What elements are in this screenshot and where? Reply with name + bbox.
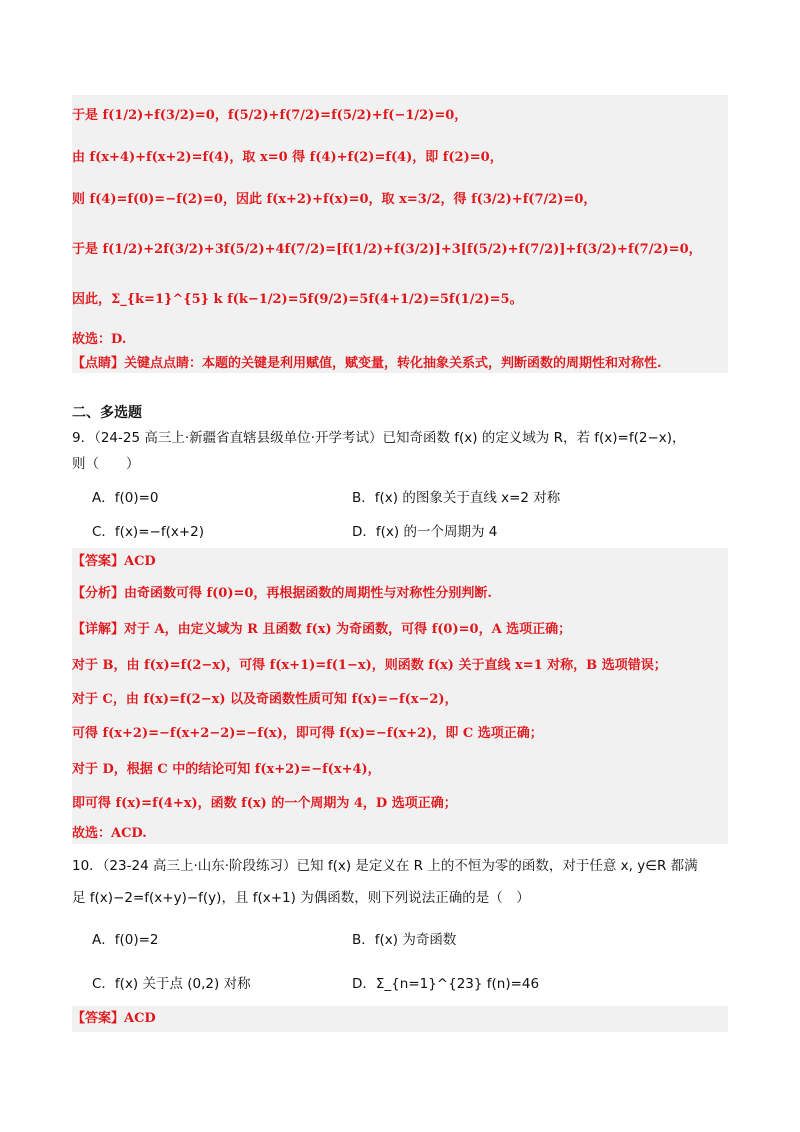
q10-option-d: D．Σ_{n=1}^{23} f(n)=46: [352, 976, 540, 992]
q9-detail-line: 对于 D，根据 C 中的结论可知 f(x+2)=−f(x+4)，: [72, 762, 381, 777]
q10-option-a: A．f(0)=2: [92, 932, 159, 948]
solution-line: 故选：D.: [72, 332, 127, 347]
solution-line: 于是 f(1/2)+2f(3/2)+3f(5/2)+4f(7/2)=[f(1/2)+f(3/2)]+3[f(5/2)+f(7/2)]+f(3/2)+f(7/2)=0，: [72, 242, 702, 257]
solution-line: 于是 f(1/2)+f(3/2)=0，f(5/2)+f(7/2)=f(5/2)+f(−1/2)=0，: [72, 108, 468, 123]
solution-line: 则 f(4)=f(0)=−f(2)=0，因此 f(x+2)+f(x)=0，取 x=3/2，得 f(3/2)+f(7/2)=0，: [72, 192, 597, 207]
q9-detail-line: 即可得 f(x)=f(4+x)，函数 f(x) 的一个周期为 4，D 选项正确；: [72, 796, 457, 811]
q9-option-b: B．f(x) 的图象关于直线 x=2 对称: [352, 490, 561, 506]
solution-line: 由 f(x+4)+f(x+2)=f(4)，取 x=0 得 f(4)+f(2)=f(4)，即 f(2)=0，: [72, 150, 503, 165]
q9-detail-line: 对于 B，由 f(x)=f(2−x)，可得 f(x+1)=f(1−x)，则函数 f(x) 关于直线 x=1 对称，B 选项错误；: [72, 658, 667, 673]
solution-shade-top: [72, 95, 728, 373]
q9-option-a: A．f(0)=0: [92, 490, 159, 506]
question-9-stem: 9．（24-25 高三上·新疆省直辖县级单位·开学考试）已知奇函数 f(x) 的定义域为 R，若 f(x)=f(2−x)，: [72, 430, 686, 446]
q10-option-c: C．f(x) 关于点 (0,2) 对称: [92, 976, 251, 992]
q9-detail-line: 【详解】对于 A，由定义域为 R 且函数 f(x) 为奇函数，可得 f(0)=0，A 选项正确；: [72, 622, 572, 637]
key-point-note: 【点睛】关键点点睛：本题的关键是利用赋值，赋变量，转化抽象关系式，判断函数的周期性和对称性.: [72, 356, 662, 371]
q10-answer: 【答案】ACD: [72, 1011, 156, 1026]
q9-detail-line: 对于 C，由 f(x)=f(2−x) 以及奇函数性质可知 f(x)=−f(x−2)，: [72, 692, 458, 707]
answer-shade-q10: [72, 1006, 728, 1032]
question-10-stem: 10．（23-24 高三上·山东·阶段练习）已知 f(x) 是定义在 R 上的不恒为零的函数，对于任意 x, y∈R 都满: [72, 858, 698, 874]
question-9-stem-cont: 则（ ）: [72, 456, 140, 472]
q9-detail-line: 故选：ACD.: [72, 826, 147, 841]
solution-line: 因此，Σ_{k=1}^{5} k f(k−1/2)=5f(9/2)=5f(4+1/2)=5f(1/2)=5。: [72, 292, 523, 307]
q9-detail-line: 可得 f(x+2)=−f(x+2−2)=−f(x)，即可得 f(x)=−f(x+2)，即 C 选项正确；: [72, 726, 543, 741]
section-title: 二、多选题: [72, 405, 142, 421]
q9-option-d: D．f(x) 的一个周期为 4: [352, 524, 498, 540]
question-10-stem-cont: 足 f(x)−2=f(x+y)−f(y)，且 f(x+1) 为偶函数，则下列说法正确的是（ ）: [72, 890, 530, 906]
q9-option-c: C．f(x)=−f(x+2): [92, 524, 205, 540]
q9-analysis: 【分析】由奇函数可得 f(0)=0，再根据函数的周期性与对称性分别判断.: [72, 586, 492, 601]
q9-answer: 【答案】ACD: [72, 554, 156, 569]
q10-option-b: B．f(x) 为奇函数: [352, 932, 457, 948]
